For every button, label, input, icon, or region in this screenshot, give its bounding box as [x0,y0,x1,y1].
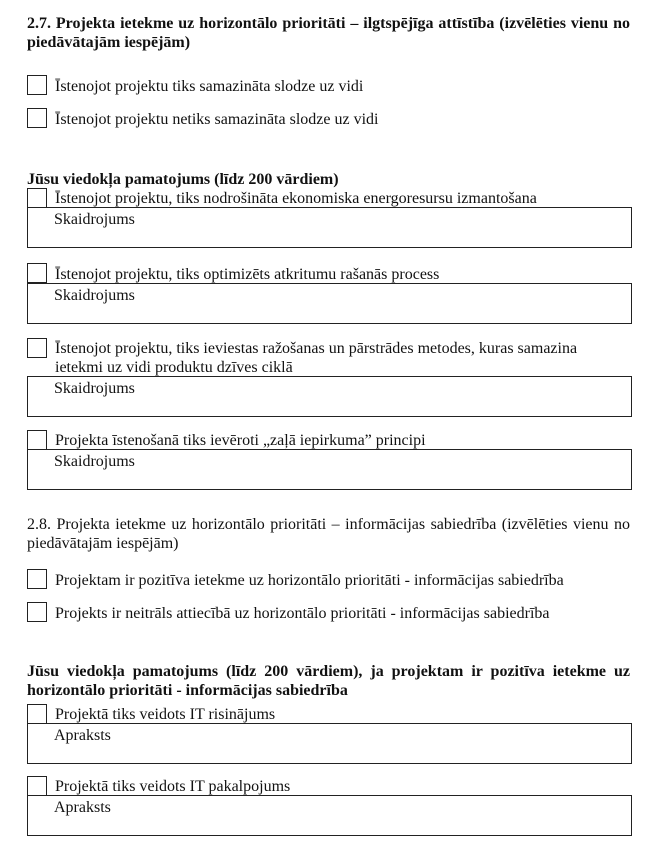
item-checkbox-waste[interactable] [27,263,47,283]
item-checkbox-it-service[interactable] [27,776,47,796]
item-checkbox-energy[interactable] [27,188,47,208]
item-label-waste: Īstenojot projektu, tiks optimizēts atkritumu rašanās process [55,266,440,283]
item-label-production-methods: Īstenojot projektu, tiks ieviestas ražošanas un pārstrādes metodes, kuras samazina ietekmi uz vidi produktu dzīves ciklā [55,340,578,376]
item-checkbox-it-solution[interactable] [27,704,47,724]
option-checkbox-neutral[interactable] [27,602,47,622]
item-label-it-solution: Projektā tiks veidots IT risinājums [55,706,276,723]
description-box-it-service[interactable] [27,795,632,836]
explanation-box-waste[interactable] [27,283,632,324]
option-label-reduced-load: Īstenojot projektu tiks samazināta slodze uz vidi [55,78,364,95]
item-checkbox-production-methods[interactable] [27,338,47,358]
item-label-energy: Īstenojot projektu, tiks nodrošināta ekonomiska energoresursu izmantošana [55,190,537,207]
section-2-8-heading: 2.8. Projekta ietekme uz horizontālo prioritāti – informācijas sabiedrība (izvēlēties vienu no piedāvātajām iespējām) [27,516,630,552]
explanation-box-energy[interactable] [27,207,632,248]
option-checkbox-not-reduced-load[interactable] [27,108,47,128]
option-label-positive-impact: Projektam ir pozitīva ietekme uz horizontālo prioritāti - informācijas sabiedrība [55,572,564,589]
option-label-neutral: Projekts ir neitrāls attiecībā uz horizontālo prioritāti - informācijas sabiedrība [55,605,550,622]
description-label: Apraksts [54,727,111,744]
item-label-green-procurement: Projekta īstenošanā tiks ievēroti „zaļā iepirkuma” principi [55,432,426,449]
item-checkbox-green-procurement[interactable] [27,430,47,450]
section-2-7-heading: 2.7. Projekta ietekme uz horizontālo prioritāti – ilgtspējīga attīstība (izvēlēties vienu no piedāvātajām iespējām) [27,15,630,51]
explanation-box-production-methods[interactable] [27,376,632,417]
explanation-box-green-procurement[interactable] [27,449,632,490]
description-label: Apraksts [54,799,111,816]
explanation-label: Skaidrojums [54,287,135,304]
description-box-it-solution[interactable] [27,723,632,764]
option-checkbox-reduced-load[interactable] [27,75,47,95]
item-label-it-service: Projektā tiks veidots IT pakalpojums [55,778,291,795]
justification-heading-2-7: Jūsu viedokļa pamatojums (līdz 200 vārdiem) [27,171,339,188]
explanation-label: Skaidrojums [54,453,135,470]
explanation-label: Skaidrojums [54,211,135,228]
justification-heading-2-8: Jūsu viedokļa pamatojums (līdz 200 vārdiem), ja projektam ir pozitīva ietekme uz horizontālo prioritāti - informācijas sabiedrība [27,663,630,699]
option-label-not-reduced-load: Īstenojot projektu netiks samazināta slodze uz vidi [55,111,379,128]
option-checkbox-positive-impact[interactable] [27,569,47,589]
explanation-label: Skaidrojums [54,380,135,397]
